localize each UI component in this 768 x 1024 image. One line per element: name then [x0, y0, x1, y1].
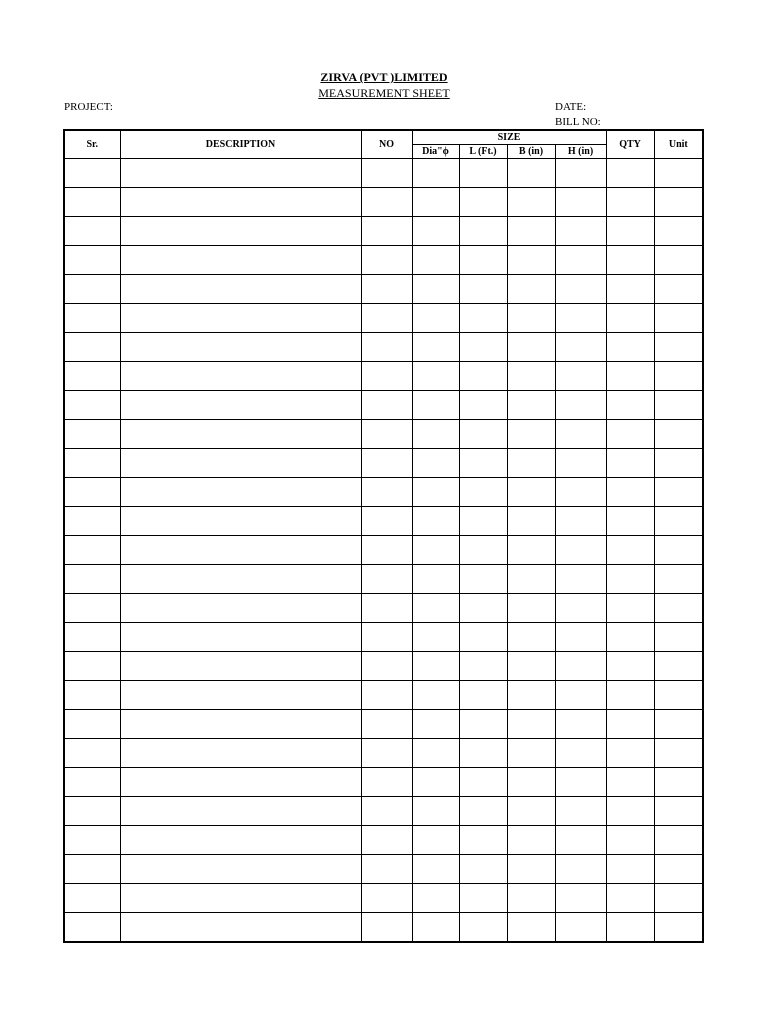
no-cell[interactable] — [361, 333, 412, 362]
header-size: SIZE — [412, 130, 606, 145]
height-cell[interactable] — [555, 884, 606, 913]
table-row — [64, 739, 703, 768]
table-row — [64, 594, 703, 623]
no-cell[interactable] — [361, 913, 412, 943]
breadth-cell[interactable] — [507, 507, 555, 536]
sr-cell[interactable] — [64, 623, 120, 652]
sr-cell[interactable] — [64, 391, 120, 420]
table-row — [64, 391, 703, 420]
sr-cell[interactable] — [64, 797, 120, 826]
height-cell[interactable] — [555, 217, 606, 246]
height-cell[interactable] — [555, 449, 606, 478]
height-cell[interactable] — [555, 797, 606, 826]
sr-cell[interactable] — [64, 826, 120, 855]
no-cell[interactable] — [361, 565, 412, 594]
measurement-table — [63, 129, 704, 943]
breadth-cell[interactable] — [507, 333, 555, 362]
table-row — [64, 478, 703, 507]
header-qty: QTY — [606, 130, 654, 159]
dia-cell[interactable] — [412, 855, 459, 884]
no-cell[interactable] — [361, 768, 412, 797]
no-cell[interactable] — [361, 855, 412, 884]
unit-cell[interactable] — [654, 855, 703, 884]
length-cell[interactable] — [459, 768, 507, 797]
no-cell[interactable] — [361, 826, 412, 855]
breadth-cell[interactable] — [507, 739, 555, 768]
table-row — [64, 420, 703, 449]
description-cell[interactable] — [120, 333, 361, 362]
table-row — [64, 652, 703, 681]
height-cell[interactable] — [555, 739, 606, 768]
sr-cell[interactable] — [64, 884, 120, 913]
height-cell[interactable] — [555, 855, 606, 884]
length-cell[interactable] — [459, 739, 507, 768]
dia-cell[interactable] — [412, 594, 459, 623]
sr-cell[interactable] — [64, 855, 120, 884]
table-row — [64, 855, 703, 884]
unit-cell[interactable] — [654, 623, 703, 652]
qty-cell[interactable] — [606, 768, 654, 797]
no-cell[interactable] — [361, 652, 412, 681]
length-cell[interactable] — [459, 913, 507, 943]
description-cell[interactable] — [120, 478, 361, 507]
height-cell[interactable] — [555, 333, 606, 362]
unit-cell[interactable] — [654, 478, 703, 507]
length-cell[interactable] — [459, 159, 507, 188]
sr-cell[interactable] — [64, 913, 120, 943]
sr-cell[interactable] — [64, 507, 120, 536]
length-cell[interactable] — [459, 710, 507, 739]
unit-cell[interactable] — [654, 188, 703, 217]
breadth-cell[interactable] — [507, 565, 555, 594]
length-cell[interactable] — [459, 536, 507, 565]
breadth-cell[interactable] — [507, 217, 555, 246]
dia-cell[interactable] — [412, 478, 459, 507]
description-cell[interactable] — [120, 449, 361, 478]
sr-cell[interactable] — [64, 275, 120, 304]
table-row — [64, 565, 703, 594]
description-cell[interactable] — [120, 565, 361, 594]
dia-cell[interactable] — [412, 420, 459, 449]
qty-cell[interactable] — [606, 681, 654, 710]
qty-cell[interactable] — [606, 739, 654, 768]
breadth-cell[interactable] — [507, 797, 555, 826]
sr-cell[interactable] — [64, 478, 120, 507]
breadth-cell[interactable] — [507, 362, 555, 391]
height-cell[interactable] — [555, 652, 606, 681]
description-cell[interactable] — [120, 159, 361, 188]
no-cell[interactable] — [361, 797, 412, 826]
table-row — [64, 188, 703, 217]
unit-cell[interactable] — [654, 304, 703, 333]
height-cell[interactable] — [555, 710, 606, 739]
dia-cell[interactable] — [412, 768, 459, 797]
table-row — [64, 768, 703, 797]
no-cell[interactable] — [361, 275, 412, 304]
table-row — [64, 884, 703, 913]
unit-cell[interactable] — [654, 449, 703, 478]
length-cell[interactable] — [459, 333, 507, 362]
dia-cell[interactable] — [412, 159, 459, 188]
sr-cell[interactable] — [64, 652, 120, 681]
description-cell[interactable] — [120, 275, 361, 304]
length-cell[interactable] — [459, 797, 507, 826]
qty-cell[interactable] — [606, 623, 654, 652]
qty-cell[interactable] — [606, 275, 654, 304]
no-cell[interactable] — [361, 159, 412, 188]
description-cell[interactable] — [120, 362, 361, 391]
unit-cell[interactable] — [654, 246, 703, 275]
dia-cell[interactable] — [412, 710, 459, 739]
breadth-cell[interactable] — [507, 159, 555, 188]
description-cell[interactable] — [120, 536, 361, 565]
no-cell[interactable] — [361, 217, 412, 246]
dia-cell[interactable] — [412, 623, 459, 652]
no-cell[interactable] — [361, 188, 412, 217]
unit-cell[interactable] — [654, 797, 703, 826]
qty-cell[interactable] — [606, 420, 654, 449]
dia-cell[interactable] — [412, 275, 459, 304]
breadth-cell[interactable] — [507, 884, 555, 913]
height-cell[interactable] — [555, 362, 606, 391]
qty-cell[interactable] — [606, 333, 654, 362]
dia-cell[interactable] — [412, 739, 459, 768]
qty-cell[interactable] — [606, 855, 654, 884]
unit-cell[interactable] — [654, 362, 703, 391]
no-cell[interactable] — [361, 536, 412, 565]
breadth-cell[interactable] — [507, 420, 555, 449]
height-cell[interactable] — [555, 565, 606, 594]
qty-cell[interactable] — [606, 565, 654, 594]
description-cell[interactable] — [120, 594, 361, 623]
table-row — [64, 275, 703, 304]
breadth-cell[interactable] — [507, 681, 555, 710]
length-cell[interactable] — [459, 623, 507, 652]
dia-cell[interactable] — [412, 507, 459, 536]
qty-cell[interactable] — [606, 246, 654, 275]
dia-cell[interactable] — [412, 246, 459, 275]
description-cell[interactable] — [120, 681, 361, 710]
description-cell[interactable] — [120, 710, 361, 739]
height-cell[interactable] — [555, 768, 606, 797]
company-name: ZIRVA (PVT )LIMITED — [320, 70, 448, 84]
unit-cell[interactable] — [654, 391, 703, 420]
breadth-cell[interactable] — [507, 826, 555, 855]
sr-cell[interactable] — [64, 217, 120, 246]
qty-cell[interactable] — [606, 594, 654, 623]
table-row — [64, 246, 703, 275]
sheet-title: MEASUREMENT SHEET — [318, 86, 450, 100]
breadth-cell[interactable] — [507, 188, 555, 217]
no-cell[interactable] — [361, 710, 412, 739]
unit-cell[interactable] — [654, 536, 703, 565]
date-label: DATE: — [555, 101, 587, 113]
dia-cell[interactable] — [412, 884, 459, 913]
no-cell[interactable] — [361, 507, 412, 536]
breadth-cell[interactable] — [507, 913, 555, 943]
header-description: DESCRIPTION — [120, 130, 361, 159]
table-row — [64, 507, 703, 536]
header-sr: Sr. — [64, 130, 120, 159]
length-cell[interactable] — [459, 362, 507, 391]
no-cell[interactable] — [361, 623, 412, 652]
height-cell[interactable] — [555, 681, 606, 710]
unit-cell[interactable] — [654, 826, 703, 855]
table-body — [64, 159, 703, 943]
height-cell[interactable] — [555, 304, 606, 333]
description-cell[interactable] — [120, 391, 361, 420]
unit-cell[interactable] — [654, 884, 703, 913]
description-cell[interactable] — [120, 507, 361, 536]
breadth-cell[interactable] — [507, 478, 555, 507]
unit-cell[interactable] — [654, 913, 703, 943]
table-row — [64, 304, 703, 333]
table-row — [64, 797, 703, 826]
table-row — [64, 681, 703, 710]
height-cell[interactable] — [555, 536, 606, 565]
sr-cell[interactable] — [64, 710, 120, 739]
description-cell[interactable] — [120, 913, 361, 943]
breadth-cell[interactable] — [507, 855, 555, 884]
header-height: H (in) — [555, 145, 606, 159]
description-cell[interactable] — [120, 420, 361, 449]
table-row — [64, 623, 703, 652]
sr-cell[interactable] — [64, 304, 120, 333]
dia-cell[interactable] — [412, 681, 459, 710]
length-cell[interactable] — [459, 478, 507, 507]
sr-cell[interactable] — [64, 565, 120, 594]
dia-cell[interactable] — [412, 536, 459, 565]
qty-cell[interactable] — [606, 304, 654, 333]
table-row — [64, 159, 703, 188]
sr-cell[interactable] — [64, 188, 120, 217]
qty-cell[interactable] — [606, 536, 654, 565]
qty-cell[interactable] — [606, 478, 654, 507]
qty-cell[interactable] — [606, 884, 654, 913]
description-cell[interactable] — [120, 855, 361, 884]
height-cell[interactable] — [555, 246, 606, 275]
unit-cell[interactable] — [654, 159, 703, 188]
sr-cell[interactable] — [64, 420, 120, 449]
table-row — [64, 826, 703, 855]
table-row — [64, 362, 703, 391]
dia-cell[interactable] — [412, 913, 459, 943]
dia-cell[interactable] — [412, 652, 459, 681]
no-cell[interactable] — [361, 246, 412, 275]
unit-cell[interactable] — [654, 681, 703, 710]
unit-cell[interactable] — [654, 217, 703, 246]
length-cell[interactable] — [459, 855, 507, 884]
header-no: NO — [361, 130, 412, 159]
breadth-cell[interactable] — [507, 304, 555, 333]
description-cell[interactable] — [120, 768, 361, 797]
sr-cell[interactable] — [64, 536, 120, 565]
length-cell[interactable] — [459, 652, 507, 681]
table-row — [64, 710, 703, 739]
qty-cell[interactable] — [606, 217, 654, 246]
sr-cell[interactable] — [64, 768, 120, 797]
no-cell[interactable] — [361, 681, 412, 710]
unit-cell[interactable] — [654, 710, 703, 739]
height-cell[interactable] — [555, 623, 606, 652]
height-cell[interactable] — [555, 420, 606, 449]
sr-cell[interactable] — [64, 594, 120, 623]
length-cell[interactable] — [459, 594, 507, 623]
height-cell[interactable] — [555, 159, 606, 188]
breadth-cell[interactable] — [507, 246, 555, 275]
sr-cell[interactable] — [64, 159, 120, 188]
sr-cell[interactable] — [64, 681, 120, 710]
table-row — [64, 333, 703, 362]
qty-cell[interactable] — [606, 797, 654, 826]
description-cell[interactable] — [120, 826, 361, 855]
unit-cell[interactable] — [654, 652, 703, 681]
header-breadth: B (in) — [507, 145, 555, 159]
description-cell[interactable] — [120, 217, 361, 246]
sr-cell[interactable] — [64, 246, 120, 275]
dia-cell[interactable] — [412, 188, 459, 217]
length-cell[interactable] — [459, 449, 507, 478]
unit-cell[interactable] — [654, 507, 703, 536]
breadth-cell[interactable] — [507, 652, 555, 681]
height-cell[interactable] — [555, 391, 606, 420]
unit-cell[interactable] — [654, 594, 703, 623]
header-unit: Unit — [654, 130, 703, 159]
dia-cell[interactable] — [412, 362, 459, 391]
dia-cell[interactable] — [412, 217, 459, 246]
height-cell[interactable] — [555, 275, 606, 304]
no-cell[interactable] — [361, 391, 412, 420]
no-cell[interactable] — [361, 304, 412, 333]
sr-cell[interactable] — [64, 362, 120, 391]
length-cell[interactable] — [459, 188, 507, 217]
unit-cell[interactable] — [654, 565, 703, 594]
length-cell[interactable] — [459, 565, 507, 594]
length-cell[interactable] — [459, 884, 507, 913]
unit-cell[interactable] — [654, 768, 703, 797]
qty-cell[interactable] — [606, 391, 654, 420]
dia-cell[interactable] — [412, 333, 459, 362]
height-cell[interactable] — [555, 188, 606, 217]
unit-cell[interactable] — [654, 420, 703, 449]
no-cell[interactable] — [361, 594, 412, 623]
breadth-cell[interactable] — [507, 768, 555, 797]
length-cell[interactable] — [459, 246, 507, 275]
length-cell[interactable] — [459, 217, 507, 246]
sr-cell[interactable] — [64, 449, 120, 478]
length-cell[interactable] — [459, 275, 507, 304]
qty-cell[interactable] — [606, 159, 654, 188]
description-cell[interactable] — [120, 797, 361, 826]
description-cell[interactable] — [120, 884, 361, 913]
no-cell[interactable] — [361, 420, 412, 449]
breadth-cell[interactable] — [507, 594, 555, 623]
table-row — [64, 217, 703, 246]
height-cell[interactable] — [555, 913, 606, 943]
length-cell[interactable] — [459, 391, 507, 420]
qty-cell[interactable] — [606, 652, 654, 681]
length-cell[interactable] — [459, 681, 507, 710]
description-cell[interactable] — [120, 623, 361, 652]
dia-cell[interactable] — [412, 565, 459, 594]
no-cell[interactable] — [361, 362, 412, 391]
height-cell[interactable] — [555, 478, 606, 507]
description-cell[interactable] — [120, 246, 361, 275]
unit-cell[interactable] — [654, 333, 703, 362]
dia-cell[interactable] — [412, 391, 459, 420]
sr-cell[interactable] — [64, 739, 120, 768]
height-cell[interactable] — [555, 507, 606, 536]
dia-cell[interactable] — [412, 304, 459, 333]
length-cell[interactable] — [459, 507, 507, 536]
project-label: PROJECT: — [64, 101, 113, 113]
breadth-cell[interactable] — [507, 275, 555, 304]
table-row — [64, 536, 703, 565]
qty-cell[interactable] — [606, 826, 654, 855]
qty-cell[interactable] — [606, 449, 654, 478]
qty-cell[interactable] — [606, 710, 654, 739]
dia-cell[interactable] — [412, 449, 459, 478]
header-length: L (Ft.) — [459, 145, 507, 159]
unit-cell[interactable] — [654, 275, 703, 304]
bill-no-label: BILL NO: — [555, 116, 601, 128]
header-dia: Dia"ϕ — [412, 145, 459, 159]
height-cell[interactable] — [555, 594, 606, 623]
length-cell[interactable] — [459, 420, 507, 449]
breadth-cell[interactable] — [507, 710, 555, 739]
description-cell[interactable] — [120, 739, 361, 768]
no-cell[interactable] — [361, 884, 412, 913]
no-cell[interactable] — [361, 478, 412, 507]
table-row — [64, 449, 703, 478]
sr-cell[interactable] — [64, 333, 120, 362]
length-cell[interactable] — [459, 304, 507, 333]
no-cell[interactable] — [361, 449, 412, 478]
breadth-cell[interactable] — [507, 391, 555, 420]
height-cell[interactable] — [555, 826, 606, 855]
no-cell[interactable] — [361, 739, 412, 768]
breadth-cell[interactable] — [507, 449, 555, 478]
table-row — [64, 913, 703, 943]
dia-cell[interactable] — [412, 826, 459, 855]
breadth-cell[interactable] — [507, 623, 555, 652]
breadth-cell[interactable] — [507, 536, 555, 565]
unit-cell[interactable] — [654, 739, 703, 768]
description-cell[interactable] — [120, 188, 361, 217]
description-cell[interactable] — [120, 304, 361, 333]
qty-cell[interactable] — [606, 362, 654, 391]
qty-cell[interactable] — [606, 188, 654, 217]
qty-cell[interactable] — [606, 507, 654, 536]
qty-cell[interactable] — [606, 913, 654, 943]
description-cell[interactable] — [120, 652, 361, 681]
dia-cell[interactable] — [412, 797, 459, 826]
length-cell[interactable] — [459, 826, 507, 855]
